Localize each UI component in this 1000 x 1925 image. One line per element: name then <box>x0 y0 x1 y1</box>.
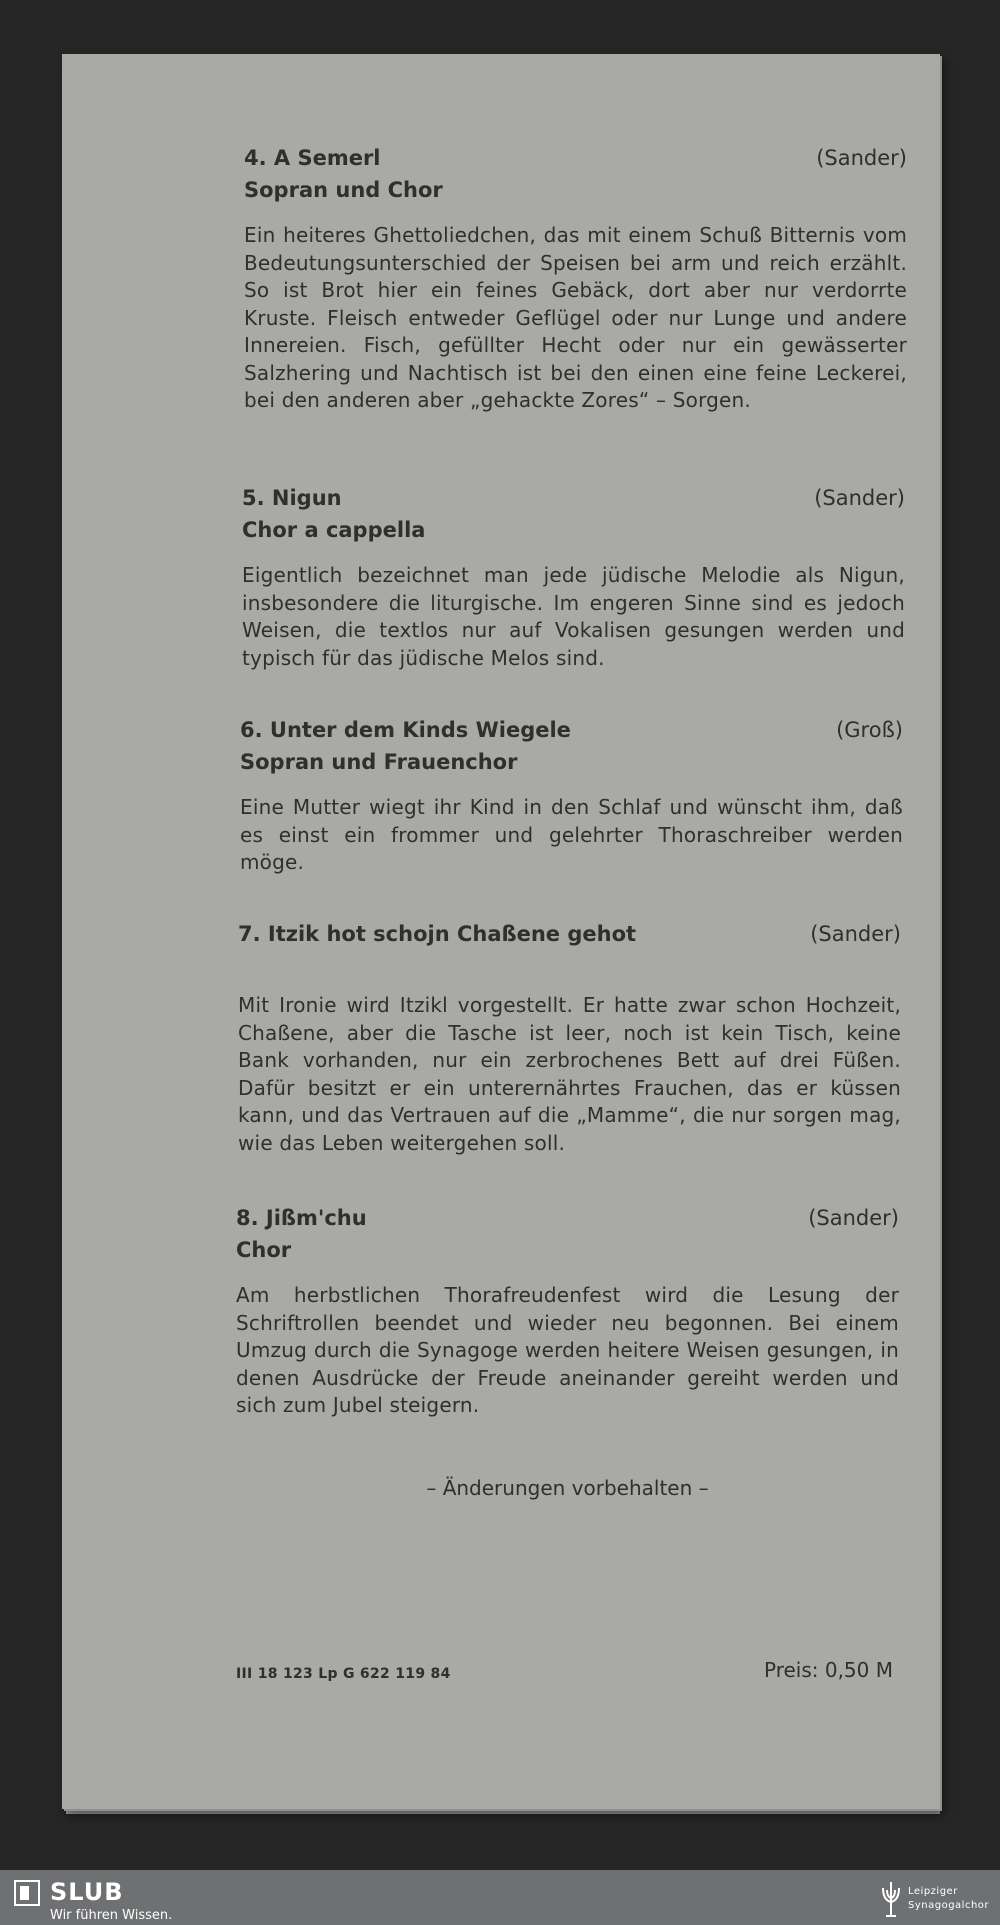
choir-name-line1: Leipziger <box>908 1886 958 1897</box>
program-content <box>180 54 905 1809</box>
item-description: Eigentlich bezeichnet man jede jüdische Melodie als Nigun, insbesondere die liturgische. Im engeren Sinne sind es jedoch Weisen, die textlos nur auf Vokalisen gesungen werden und typisch für das jüdische Melos sind. <box>242 563 905 670</box>
item-header <box>242 482 905 514</box>
program-item-5 <box>242 482 905 672</box>
item-composer: (Sander) <box>814 486 905 510</box>
program-item-7 <box>238 918 901 1157</box>
synagogal-choir-logo[interactable] <box>878 1876 988 1922</box>
price-label: Preis: 0,50 M <box>763 1658 893 1682</box>
item-title: 8. Jißm'chu <box>236 1206 367 1230</box>
item-header <box>240 714 903 746</box>
slub-logo-icon <box>14 1880 40 1906</box>
program-item-6 <box>240 714 903 877</box>
item-title: 6. Unter dem Kinds Wiegele <box>240 718 571 742</box>
item-header <box>238 918 901 950</box>
item-header <box>236 1202 899 1234</box>
item-description: Mit Ironie wird Itzikl vorgestellt. Er hatte zwar schon Hochzeit, Chaßene, aber die Tasche ist leer, noch ist kein Tisch, keine Bank vorhanden, nur ein zerbrochenes Bett auf drei Füßen. Dafür besitzt er ein unterernährtes Frauchen, das er küssen kann, und das Vertrauen auf die „Mamme“, die nur sorgen mag, wie das Leben weitergehen soll. <box>238 993 901 1155</box>
print-code: III 18 123 Lp G 622 119 84 <box>236 1666 451 1682</box>
item-description: Ein heiteres Ghettoliedchen, das mit einem Schuß Bitternis vom Bedeutungsunterschied der Speisen bei arm und reich erzählt. So ist Brot hier ein feines Gebäck, dort aber nur verdorrte Kruste. Fleisch entweder Geflügel oder nur Lunge und andere Innereien. Fisch, gefüllter Hecht oder nur ein gewässerter Salzhering und Nachtisch ist bei den einen eine feine Leckerei, bei den anderen aber „gehackte Zores“ – Sorgen. <box>244 223 907 412</box>
program-sheet <box>62 54 940 1809</box>
item-description: Am herbstlichen Thorafreudenfest wird die Lesung der Schriftrollen beendet und wieder neu begonnen. Bei einem Umzug durch die Synagoge werden heitere Weisen gesungen, in denen Ausdrücke der Freude aneinander gereiht werden und sich zum Jubel steigern. <box>236 1283 899 1417</box>
slub-name: SLUB <box>50 1878 124 1906</box>
item-voices: Chor <box>236 1238 292 1262</box>
program-item-8 <box>236 1202 899 1420</box>
item-composer: (Sander) <box>816 146 907 170</box>
item-voices: Chor a cappella <box>242 518 426 542</box>
item-description: Eine Mutter wiegt ihr Kind in den Schlaf und wünscht ihm, daß es einst ein frommer und gelehrter Thoraschreiber werden möge. <box>240 795 903 874</box>
item-title: 4. A Semerl <box>244 146 381 170</box>
program-item-4 <box>244 142 907 415</box>
item-title: 7. Itzik hot schojn Chaßene gehot <box>238 922 637 946</box>
item-voices: Sopran und Frauenchor <box>240 750 518 774</box>
item-header <box>244 142 907 174</box>
choir-name-line2: Synagogalchor <box>908 1900 990 1911</box>
viewer-footer-bar <box>0 1870 1000 1925</box>
changes-notice: – Änderungen vorbehalten – <box>426 1476 709 1500</box>
item-composer: (Sander) <box>810 922 901 946</box>
menorah-icon <box>878 1878 904 1920</box>
item-composer: (Sander) <box>808 1206 899 1230</box>
item-title: 5. Nigun <box>242 486 342 510</box>
item-voices: Sopran und Chor <box>244 178 443 202</box>
slub-tagline: Wir führen Wissen. <box>50 1908 173 1923</box>
item-composer: (Groß) <box>836 718 903 742</box>
